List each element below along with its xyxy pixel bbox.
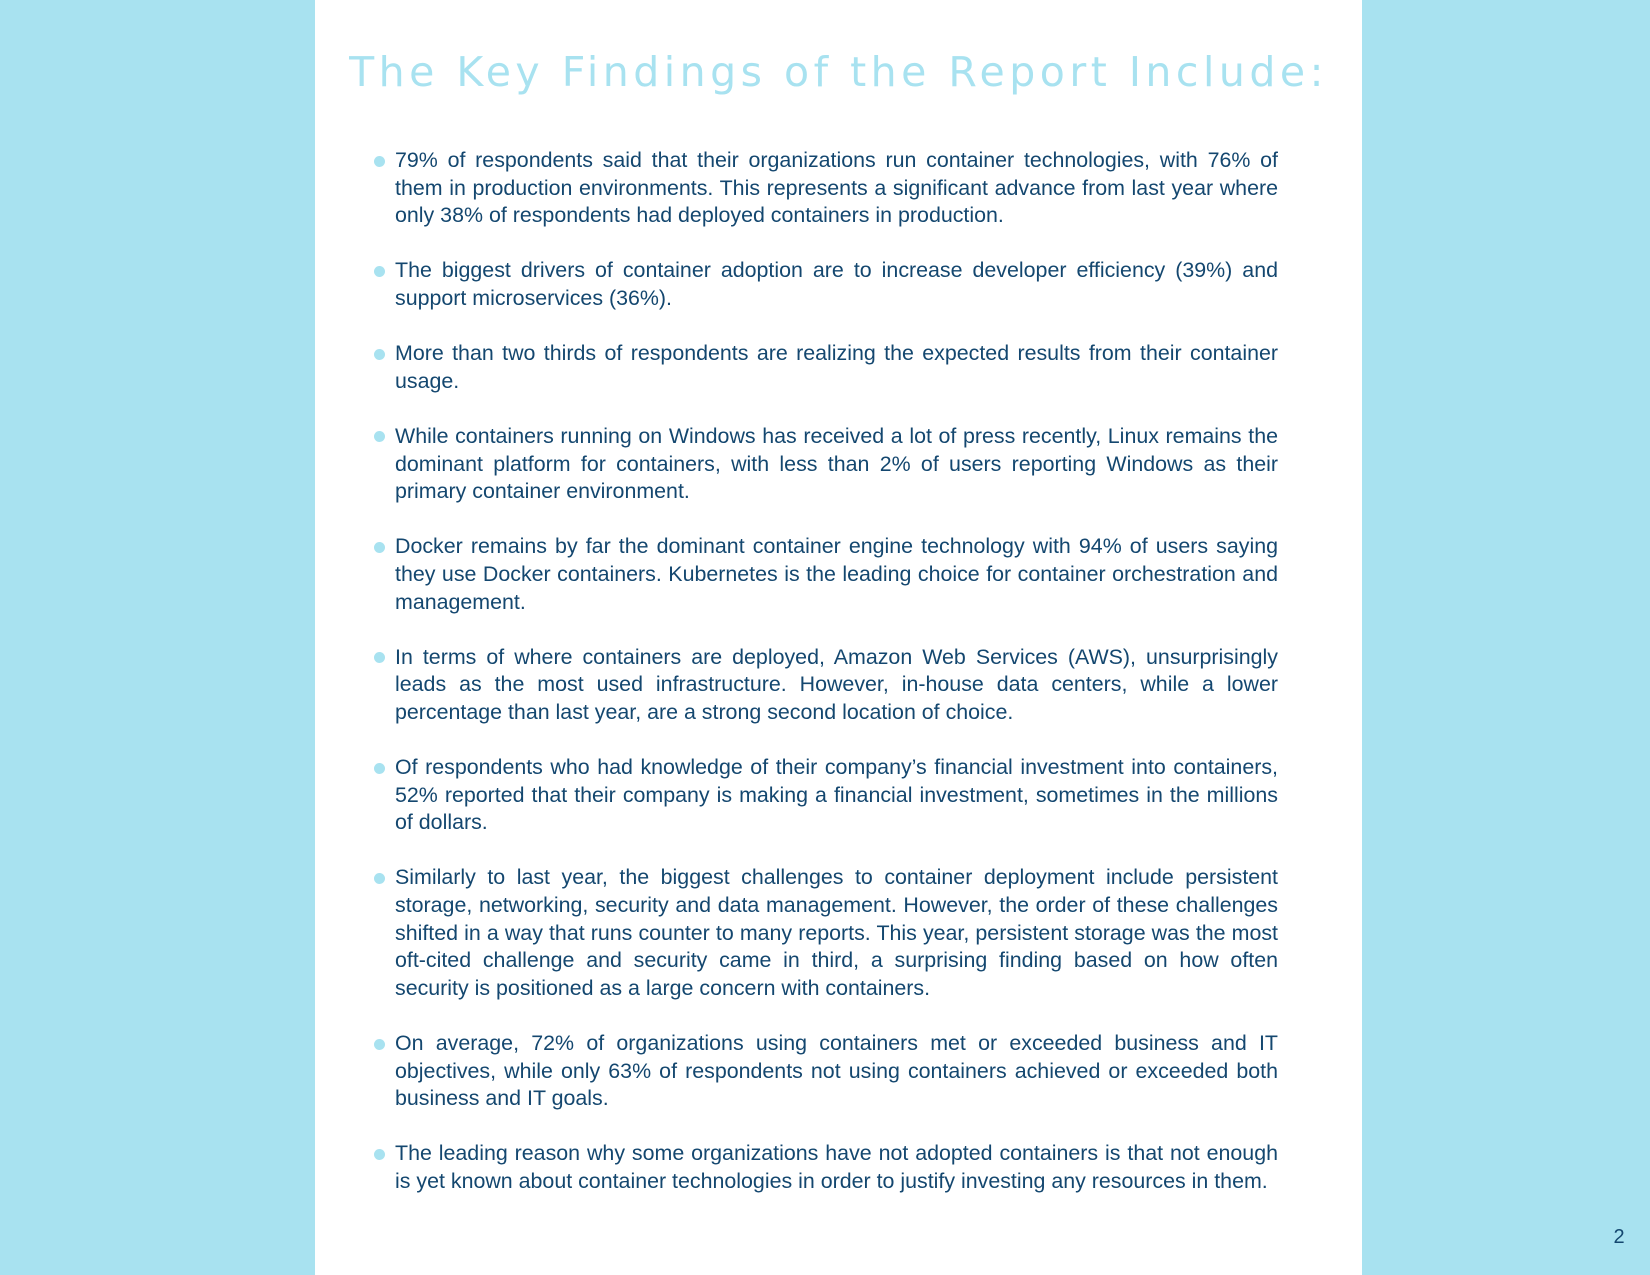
bullet-icon	[374, 873, 385, 884]
finding-item	[369, 1030, 1278, 1113]
bullet-icon	[374, 1149, 385, 1160]
page-title: The Key Findings of the Report Include:	[349, 48, 1328, 96]
finding-text: The leading reason why some organizations have not adopted containers is that not enough is yet known about container technologies in order to justify investing any resources in them.	[395, 1141, 1278, 1193]
finding-item	[369, 340, 1278, 395]
finding-text: While containers running on Windows has received a lot of press recently, Linux remains the dominant platform for containers, with less than 2% of users reporting Windows as their primary container environment.	[395, 423, 1278, 504]
bullet-icon	[374, 652, 385, 663]
finding-text: Of respondents who had knowledge of their company’s financial investment into containers, 52% reported that their company is making a financial investment, sometimes in the millions of dollars.	[395, 755, 1278, 835]
bullet-icon	[374, 1039, 385, 1050]
finding-text: Docker remains by far the dominant container engine technology with 94% of users saying they use Docker containers. Kubernetes is the leading choice for container orchestration and management.	[395, 534, 1278, 614]
finding-item	[369, 754, 1278, 837]
bullet-icon	[374, 349, 385, 360]
finding-text: Similarly to last year, the biggest challenges to container deployment include persistent storage, networking, security and data management. However, the order of these challenges shifted in a way that runs counter to many reports. This year, persistent storage was the most oft-cited challenge and security came in third, a surprising finding based on how often security is positioned as a large concern with containers.	[395, 865, 1278, 1000]
report-page	[315, 0, 1362, 1275]
finding-item	[369, 864, 1278, 1002]
finding-item	[369, 644, 1278, 727]
finding-text: The biggest drivers of container adoption are to increase developer efficiency (39%) and support microservices (36%).	[395, 258, 1278, 310]
finding-item	[369, 533, 1278, 616]
page-number: 2	[1613, 1226, 1625, 1248]
finding-item	[369, 257, 1278, 312]
bullet-icon	[374, 542, 385, 553]
bullet-icon	[374, 156, 385, 167]
finding-text: More than two thirds of respondents are realizing the expected results from their container usage.	[395, 341, 1278, 393]
key-findings-list	[369, 147, 1278, 1223]
finding-item	[369, 1140, 1278, 1195]
finding-text: 79% of respondents said that their organizations run container technologies, with 76% of them in production environments. This represents a significant advance from last year where only 38% of respondents had deployed containers in production.	[395, 148, 1278, 228]
bullet-icon	[374, 431, 385, 442]
finding-text: In terms of where containers are deployed, Amazon Web Services (AWS), unsurprisingly leads as the most used infrastructure. However, in-house data centers, while a lower percentage than last year, are a strong second location of choice.	[395, 644, 1278, 724]
finding-item	[369, 147, 1278, 230]
bullet-icon	[374, 763, 385, 774]
bullet-icon	[374, 266, 385, 277]
finding-item	[369, 423, 1278, 506]
finding-text: On average, 72% of organizations using containers met or exceeded business and IT objectives, while only 63% of respondents not using containers achieved or exceeded both business and IT goals.	[395, 1031, 1278, 1111]
